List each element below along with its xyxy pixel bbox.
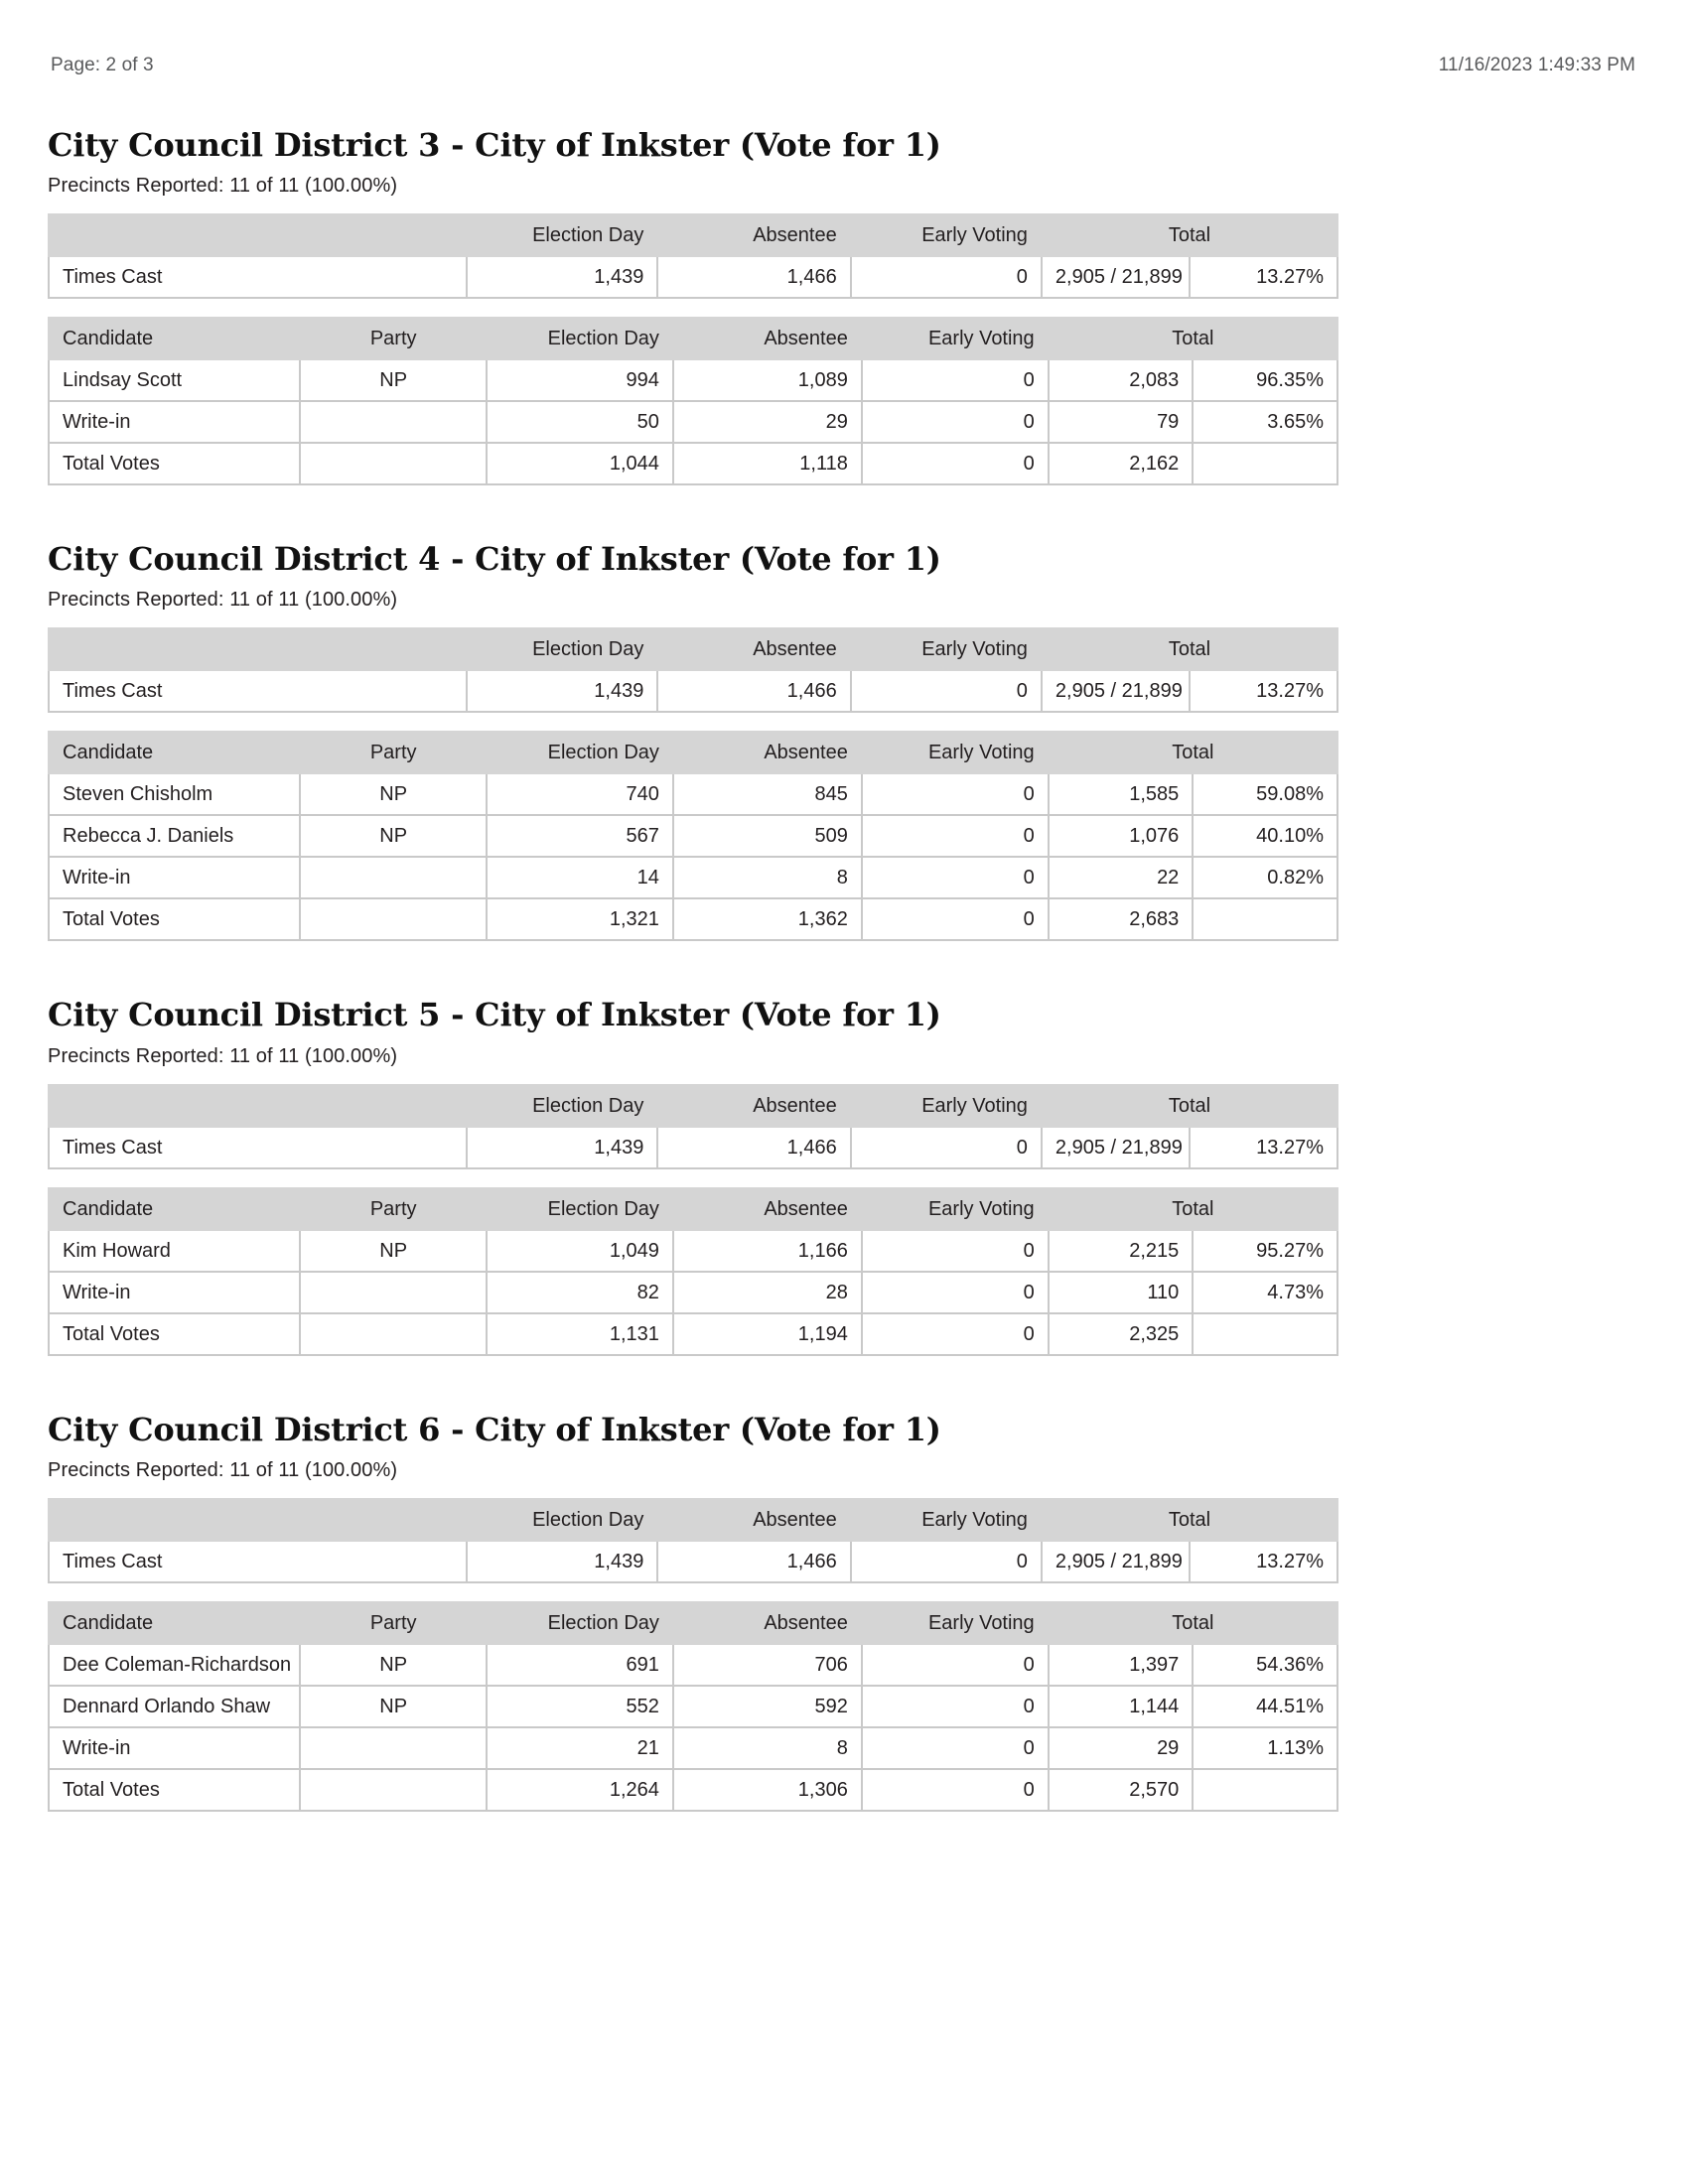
- total-votes-percent: [1193, 1313, 1337, 1355]
- turnout-table: [48, 1084, 1338, 1169]
- page-header: [48, 0, 1640, 76]
- candidate-name: Write-in: [49, 1272, 300, 1313]
- column-header: Election Day: [467, 1499, 657, 1541]
- total-votes-early-voting: 0: [862, 1769, 1049, 1811]
- candidate-name: Steven Chisholm: [49, 773, 300, 815]
- candidate-name: Rebecca J. Daniels: [49, 815, 300, 857]
- column-header: Early Voting: [851, 1499, 1042, 1541]
- contest-section: [48, 542, 1640, 941]
- precincts-reported-label: Precincts Reported: 11 of 11 (100.00%): [48, 1044, 398, 1067]
- contest-section: [48, 1410, 1640, 1812]
- candidate-percent: 44.51%: [1193, 1686, 1337, 1727]
- table-row: [49, 256, 1337, 298]
- candidate-election-day: 82: [487, 1272, 673, 1313]
- candidate-percent: 59.08%: [1193, 773, 1337, 815]
- candidate-absentee: 706: [673, 1644, 862, 1686]
- total-votes-row: [49, 1769, 1337, 1811]
- column-header: Absentee: [673, 732, 862, 773]
- total-votes-absentee: 1,362: [673, 898, 862, 940]
- candidate-election-day: 1,049: [487, 1230, 673, 1272]
- candidate-absentee: 29: [673, 401, 862, 443]
- times-cast-label: Times Cast: [49, 1541, 467, 1582]
- candidate-name: Write-in: [49, 401, 300, 443]
- column-header: Candidate: [49, 318, 300, 359]
- candidate-name: Kim Howard: [49, 1230, 300, 1272]
- turnout-table: [48, 627, 1338, 713]
- total-votes-total: 2,683: [1049, 898, 1194, 940]
- column-header: Total: [1049, 1188, 1337, 1230]
- total-votes-election-day: 1,131: [487, 1313, 673, 1355]
- contest-title: City Council District 3 - City of Inkster (Vote for 1): [48, 126, 941, 164]
- table-row: [49, 773, 1337, 815]
- candidate-election-day: 691: [487, 1644, 673, 1686]
- candidate-election-day: 21: [487, 1727, 673, 1769]
- candidate-total: 1,585: [1049, 773, 1194, 815]
- times-cast-label: Times Cast: [49, 1127, 467, 1168]
- times-cast-election-day: 1,439: [467, 256, 657, 298]
- table-row: [49, 1230, 1337, 1272]
- column-header: Absentee: [657, 628, 850, 670]
- candidate-party: NP: [300, 773, 487, 815]
- candidate-party: NP: [300, 1230, 487, 1272]
- column-header: Absentee: [657, 1085, 850, 1127]
- candidate-total: 2,215: [1049, 1230, 1194, 1272]
- candidate-name: Write-in: [49, 1727, 300, 1769]
- candidate-results-table: [48, 1187, 1338, 1356]
- table-header-row: [49, 318, 1337, 359]
- candidate-results-table: [48, 1601, 1338, 1812]
- contest-title: City Council District 4 - City of Inkster (Vote for 1): [48, 540, 941, 579]
- times-cast-total: 2,905 / 21,899: [1042, 1127, 1190, 1168]
- times-cast-election-day: 1,439: [467, 1541, 657, 1582]
- contest-title: City Council District 5 - City of Inkster (Vote for 1): [48, 996, 941, 1034]
- total-votes-election-day: 1,044: [487, 443, 673, 484]
- table-header-row: [49, 214, 1337, 256]
- candidate-early-voting: 0: [862, 857, 1049, 898]
- times-cast-absentee: 1,466: [657, 1541, 850, 1582]
- candidate-total: 1,076: [1049, 815, 1194, 857]
- column-header: Party: [300, 1188, 487, 1230]
- candidate-party: NP: [300, 815, 487, 857]
- column-header: Total: [1042, 1499, 1337, 1541]
- candidate-percent: 54.36%: [1193, 1644, 1337, 1686]
- times-cast-percent: 13.27%: [1190, 1127, 1337, 1168]
- table-header-row: [49, 628, 1337, 670]
- table-row: [49, 1127, 1337, 1168]
- column-header: Candidate: [49, 1602, 300, 1644]
- candidate-early-voting: 0: [862, 1644, 1049, 1686]
- contest-title: City Council District 6 - City of Inkster (Vote for 1): [48, 1410, 941, 1448]
- precincts-reported-label: Precincts Reported: 11 of 11 (100.00%): [48, 589, 398, 612]
- candidate-election-day: 552: [487, 1686, 673, 1727]
- column-header: Total: [1049, 318, 1337, 359]
- turnout-table: [48, 1498, 1338, 1583]
- times-cast-early-voting: 0: [851, 1541, 1042, 1582]
- candidate-party: [300, 1727, 487, 1769]
- candidate-total: 79: [1049, 401, 1194, 443]
- total-votes-absentee: 1,118: [673, 443, 862, 484]
- candidate-total: 29: [1049, 1727, 1194, 1769]
- column-header: Election Day: [467, 1085, 657, 1127]
- candidate-total: 1,397: [1049, 1644, 1194, 1686]
- table-row: [49, 857, 1337, 898]
- column-header: Total: [1049, 1602, 1337, 1644]
- times-cast-label: Times Cast: [49, 256, 467, 298]
- candidate-party: [300, 1272, 487, 1313]
- candidate-absentee: 1,089: [673, 359, 862, 401]
- column-header: Election Day: [487, 732, 673, 773]
- times-cast-election-day: 1,439: [467, 1127, 657, 1168]
- candidate-name: Write-in: [49, 857, 300, 898]
- column-header: Party: [300, 1602, 487, 1644]
- candidate-election-day: 994: [487, 359, 673, 401]
- candidate-percent: 4.73%: [1193, 1272, 1337, 1313]
- candidate-early-voting: 0: [862, 815, 1049, 857]
- column-header: Election Day: [487, 1602, 673, 1644]
- column-header: Absentee: [673, 1602, 862, 1644]
- candidate-total: 2,083: [1049, 359, 1194, 401]
- times-cast-early-voting: 0: [851, 670, 1042, 712]
- column-header: Early Voting: [862, 1602, 1049, 1644]
- candidate-total: 22: [1049, 857, 1194, 898]
- times-cast-total: 2,905 / 21,899: [1042, 670, 1190, 712]
- column-header: [49, 214, 467, 256]
- candidate-absentee: 28: [673, 1272, 862, 1313]
- report-timestamp: 11/16/2023 1:49:33 PM: [1438, 55, 1635, 75]
- total-votes-row: [49, 898, 1337, 940]
- column-header: Party: [300, 732, 487, 773]
- table-row: [49, 401, 1337, 443]
- times-cast-absentee: 1,466: [657, 256, 850, 298]
- column-header: Election Day: [487, 318, 673, 359]
- column-header: [49, 628, 467, 670]
- column-header: Absentee: [657, 1499, 850, 1541]
- table-row: [49, 359, 1337, 401]
- times-cast-percent: 13.27%: [1190, 670, 1337, 712]
- times-cast-percent: 13.27%: [1190, 1541, 1337, 1582]
- total-votes-label: Total Votes: [49, 1769, 300, 1811]
- total-votes-total: 2,570: [1049, 1769, 1194, 1811]
- table-row: [49, 1727, 1337, 1769]
- column-header: Early Voting: [862, 318, 1049, 359]
- total-votes-total: 2,162: [1049, 443, 1194, 484]
- column-header: Early Voting: [851, 628, 1042, 670]
- candidate-party: NP: [300, 1686, 487, 1727]
- candidate-election-day: 740: [487, 773, 673, 815]
- times-cast-absentee: 1,466: [657, 670, 850, 712]
- precincts-reported-label: Precincts Reported: 11 of 11 (100.00%): [48, 175, 398, 198]
- total-votes-absentee: 1,306: [673, 1769, 862, 1811]
- candidate-election-day: 50: [487, 401, 673, 443]
- candidate-election-day: 14: [487, 857, 673, 898]
- table-row: [49, 1644, 1337, 1686]
- candidate-early-voting: 0: [862, 401, 1049, 443]
- column-header: Total: [1049, 732, 1337, 773]
- candidate-percent: 96.35%: [1193, 359, 1337, 401]
- column-header: Early Voting: [862, 732, 1049, 773]
- candidate-percent: 0.82%: [1193, 857, 1337, 898]
- candidate-percent: 3.65%: [1193, 401, 1337, 443]
- column-header: Candidate: [49, 732, 300, 773]
- total-votes-row: [49, 1313, 1337, 1355]
- candidate-percent: 1.13%: [1193, 1727, 1337, 1769]
- total-votes-percent: [1193, 898, 1337, 940]
- candidate-percent: 95.27%: [1193, 1230, 1337, 1272]
- total-votes-row: [49, 443, 1337, 484]
- candidate-party: [300, 857, 487, 898]
- column-header: Early Voting: [851, 214, 1042, 256]
- total-votes-absentee: 1,194: [673, 1313, 862, 1355]
- contest-list: [48, 128, 1640, 1812]
- column-header: Absentee: [673, 1188, 862, 1230]
- candidate-election-day: 567: [487, 815, 673, 857]
- table-header-row: [49, 1188, 1337, 1230]
- candidate-absentee: 592: [673, 1686, 862, 1727]
- candidate-early-voting: 0: [862, 359, 1049, 401]
- times-cast-early-voting: 0: [851, 256, 1042, 298]
- column-header: Total: [1042, 628, 1337, 670]
- total-votes-election-day: 1,321: [487, 898, 673, 940]
- candidate-total: 110: [1049, 1272, 1194, 1313]
- candidate-early-voting: 0: [862, 1272, 1049, 1313]
- total-votes-label: Total Votes: [49, 443, 300, 484]
- total-votes-label: Total Votes: [49, 898, 300, 940]
- times-cast-total: 2,905 / 21,899: [1042, 1541, 1190, 1582]
- turnout-table: [48, 213, 1338, 299]
- total-votes-early-voting: 0: [862, 1313, 1049, 1355]
- candidate-party: NP: [300, 1644, 487, 1686]
- candidate-absentee: 845: [673, 773, 862, 815]
- column-header: [49, 1085, 467, 1127]
- column-header: Absentee: [657, 214, 850, 256]
- candidate-results-table: [48, 317, 1338, 485]
- total-votes-party: [300, 898, 487, 940]
- times-cast-absentee: 1,466: [657, 1127, 850, 1168]
- column-header: Election Day: [487, 1188, 673, 1230]
- contest-section: [48, 128, 1640, 485]
- column-header: Election Day: [467, 214, 657, 256]
- table-header-row: [49, 1085, 1337, 1127]
- table-row: [49, 815, 1337, 857]
- candidate-absentee: 509: [673, 815, 862, 857]
- candidate-name: Lindsay Scott: [49, 359, 300, 401]
- total-votes-label: Total Votes: [49, 1313, 300, 1355]
- candidate-party: [300, 401, 487, 443]
- total-votes-early-voting: 0: [862, 898, 1049, 940]
- column-header: Party: [300, 318, 487, 359]
- page-number-label: Page: 2 of 3: [51, 55, 154, 75]
- table-row: [49, 1272, 1337, 1313]
- total-votes-party: [300, 1769, 487, 1811]
- table-header-row: [49, 732, 1337, 773]
- total-votes-percent: [1193, 1769, 1337, 1811]
- candidate-name: Dee Coleman-Richardson: [49, 1644, 300, 1686]
- column-header: Absentee: [673, 318, 862, 359]
- times-cast-label: Times Cast: [49, 670, 467, 712]
- times-cast-early-voting: 0: [851, 1127, 1042, 1168]
- column-header: Election Day: [467, 628, 657, 670]
- table-row: [49, 1686, 1337, 1727]
- candidate-absentee: 1,166: [673, 1230, 862, 1272]
- times-cast-total: 2,905 / 21,899: [1042, 256, 1190, 298]
- candidate-absentee: 8: [673, 857, 862, 898]
- candidate-early-voting: 0: [862, 1686, 1049, 1727]
- total-votes-election-day: 1,264: [487, 1769, 673, 1811]
- times-cast-percent: 13.27%: [1190, 256, 1337, 298]
- contest-section: [48, 998, 1640, 1355]
- column-header: Early Voting: [862, 1188, 1049, 1230]
- total-votes-party: [300, 443, 487, 484]
- table-header-row: [49, 1602, 1337, 1644]
- total-votes-early-voting: 0: [862, 443, 1049, 484]
- times-cast-election-day: 1,439: [467, 670, 657, 712]
- column-header: [49, 1499, 467, 1541]
- candidate-name: Dennard Orlando Shaw: [49, 1686, 300, 1727]
- table-row: [49, 1541, 1337, 1582]
- table-row: [49, 670, 1337, 712]
- total-votes-total: 2,325: [1049, 1313, 1194, 1355]
- candidate-results-table: [48, 731, 1338, 941]
- column-header: Total: [1042, 1085, 1337, 1127]
- candidate-early-voting: 0: [862, 773, 1049, 815]
- candidate-percent: 40.10%: [1193, 815, 1337, 857]
- candidate-total: 1,144: [1049, 1686, 1194, 1727]
- total-votes-percent: [1193, 443, 1337, 484]
- candidate-early-voting: 0: [862, 1230, 1049, 1272]
- candidate-absentee: 8: [673, 1727, 862, 1769]
- total-votes-party: [300, 1313, 487, 1355]
- table-header-row: [49, 1499, 1337, 1541]
- column-header: Total: [1042, 214, 1337, 256]
- candidate-early-voting: 0: [862, 1727, 1049, 1769]
- column-header: Early Voting: [851, 1085, 1042, 1127]
- column-header: Candidate: [49, 1188, 300, 1230]
- precincts-reported-label: Precincts Reported: 11 of 11 (100.00%): [48, 1458, 398, 1481]
- candidate-party: NP: [300, 359, 487, 401]
